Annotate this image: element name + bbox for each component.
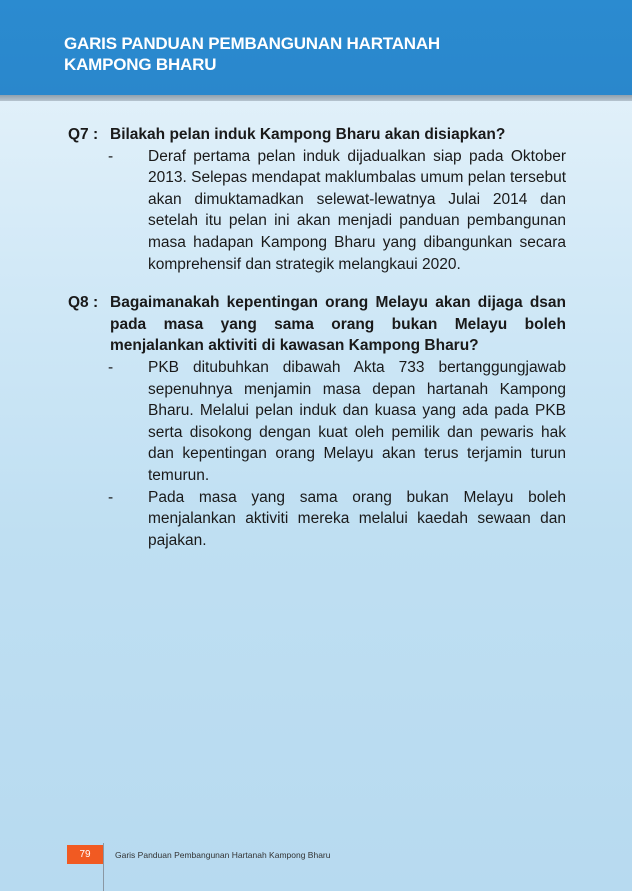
header-divider <box>0 95 632 101</box>
header-title-line2: KAMPONG BHARU <box>64 55 217 74</box>
answer-item <box>68 487 566 552</box>
footer-title: Garis Panduan Pembangunan Hartanah Kampong Bharu <box>115 850 331 860</box>
footer-divider <box>103 843 104 891</box>
header-title <box>64 33 440 75</box>
header-title-line1: GARIS PANDUAN PEMBANGUNAN HARTANAH <box>64 34 441 53</box>
answer-text: Deraf pertama pelan induk dijadualkan siap pada Oktober 2013. Selepas mendapat maklumbalas umum pelan tersebut akan dimuktamadkan selewat-lewatnya Julai 2014 dan setelah itu pelan ini akan menjadi panduan pembangunan masa hadapan Kampong Bharu yang dibangunkan secara komprehensif dan strategik melangkaui 2020. <box>148 147 566 273</box>
answer-item <box>68 146 566 276</box>
question-number: Q7 : <box>68 126 99 143</box>
question-text: Bagaimanakah kepentingan orang Melayu akan dijaga dsan pada masa yang sama orang bukan Melayu boleh menjalankan aktiviti di kawasan Kampong Bharu? <box>110 294 566 355</box>
qa-item-q8 <box>68 292 566 551</box>
page-header <box>0 0 632 95</box>
page-number-badge: 79 <box>67 845 103 864</box>
question-number: Q8 : <box>68 294 99 312</box>
qa-content <box>68 124 566 568</box>
answer-text: PKB ditubuhkan dibawah Akta 733 bertanggungjawab sepenuhnya menjamin masa depan hartanah Kampong Bharu. Melalui pelan induk dan kuasa yang ada pada PKB serta disokong dengan kuat oleh pemilik dan pewaris hak dan kepentingan orang Melayu akan terus terjamin turun temurun. <box>148 358 566 484</box>
answer-text: Pada masa yang sama orang bukan Melayu boleh menjalankan aktiviti mereka melalui kaedah sewaan dan pajakan. <box>148 488 566 549</box>
bullet-dash: - <box>108 488 114 506</box>
answer-item <box>68 357 566 487</box>
qa-item-q7 <box>68 124 566 275</box>
bullet-dash: - <box>108 358 114 376</box>
question <box>68 292 566 357</box>
question <box>68 124 566 146</box>
bullet-dash: - <box>108 147 114 165</box>
question-text: Bilakah pelan induk Kampong Bharu akan disiapkan? <box>110 126 506 143</box>
